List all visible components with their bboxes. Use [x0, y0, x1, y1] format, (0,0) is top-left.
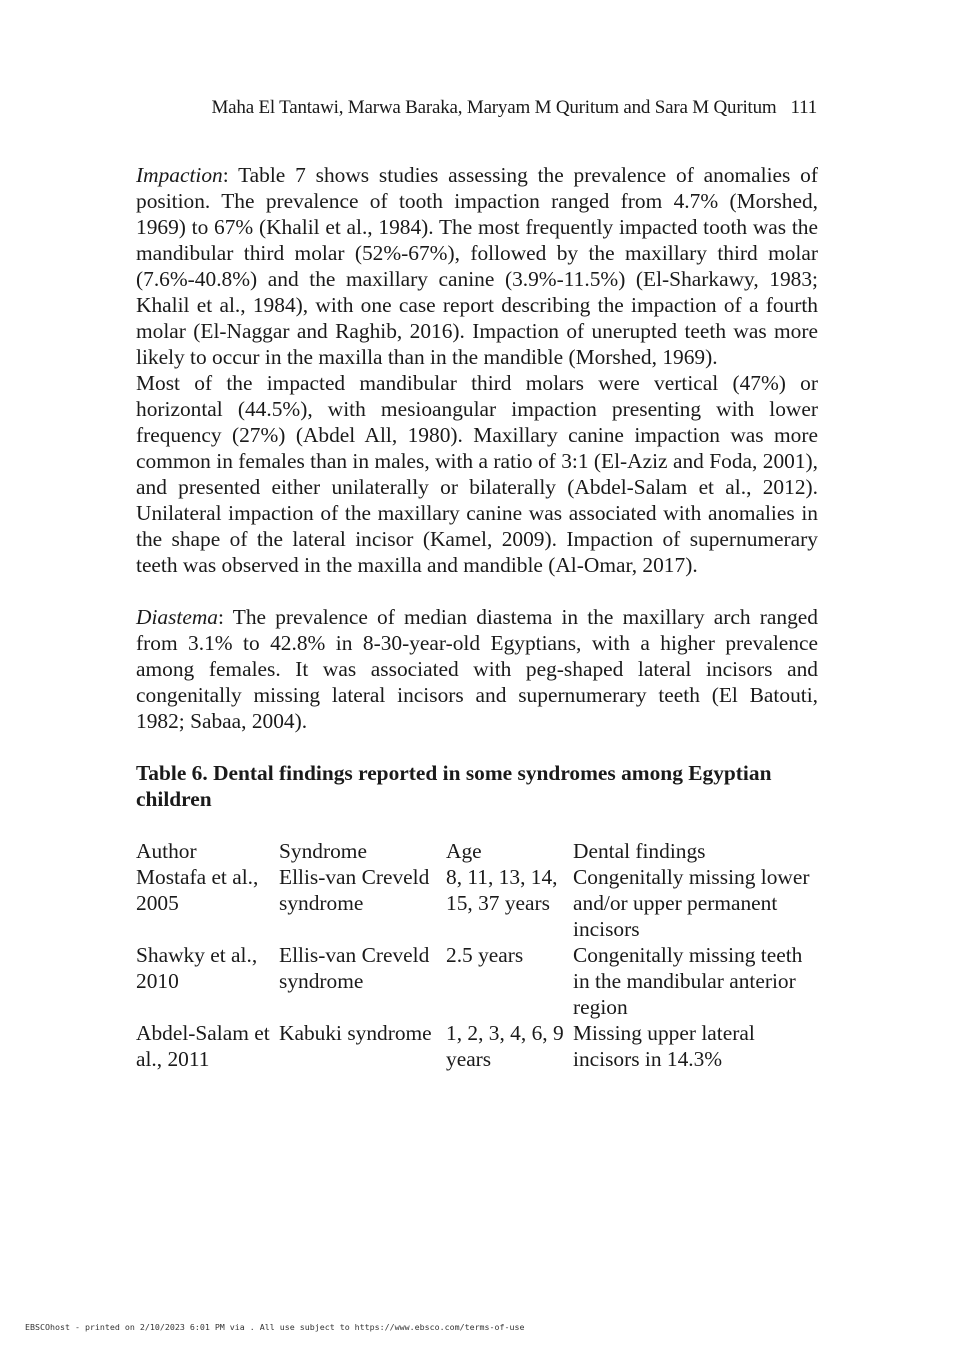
page-number: 111 — [790, 97, 817, 118]
table-6 — [136, 838, 818, 1072]
diastema-label: Diastema — [136, 605, 218, 629]
header-authors: Maha El Tantawi, Marwa Baraka, Maryam M Quritum and Sara M Quritum — [211, 97, 777, 118]
cell-author: Shawky et al., 2010 — [136, 943, 258, 993]
impaction-paragraph-1 — [136, 162, 818, 370]
cell-author: Abdel-Salam et al., 2011 — [136, 1021, 270, 1071]
column-header-dental-findings: Dental findings — [573, 839, 706, 863]
cell-age: 8, 11, 13, 14, 15, 37 years — [446, 865, 558, 915]
cell-syndrome: Ellis-van Creveld syndrome — [279, 865, 430, 915]
cell-dental-findings: Congenitally missing lower and/or upper permanent incisors — [573, 865, 810, 941]
table-row — [136, 864, 818, 942]
cell-syndrome: Kabuki syndrome — [279, 1021, 432, 1045]
cell-dental-findings: Congenitally missing teeth in the mandibular anterior region — [573, 943, 803, 1019]
column-header-syndrome: Syndrome — [279, 839, 367, 863]
cell-dental-findings: Missing upper lateral incisors in 14.3% — [573, 1021, 755, 1071]
table-6-caption: Table 6. Dental findings reported in some syndromes among Egyptian children — [136, 761, 772, 811]
impaction-text-1: : Table 7 shows studies assessing the prevalence of anomalies of position. The prevalence of tooth impaction ranged from 4.7% (Morshed, 1969) to 67% (Khalil et al., 1984). The most frequently impacted tooth was the mandibular third molar (52%-67%), followed by the maxillary third molar (7.6%-40.8%) and the maxillary canine (3.9%-11.5%) (El-Sharkawy, 1983; Khalil et al., 1984), with one case report describing the impaction of a fourth molar (El-Naggar and Raghib, 2016). Impaction of unerupted teeth was more likely to occur in the maxilla than in the mandible (Morshed, 1969). — [136, 163, 818, 369]
column-header-age: Age — [446, 839, 482, 863]
table-row — [136, 942, 818, 1020]
impaction-label: Impaction — [136, 163, 223, 187]
body-text — [136, 162, 818, 1072]
running-header — [0, 97, 817, 119]
cell-syndrome: Ellis-van Creveld syndrome — [279, 943, 430, 993]
cell-age: 2.5 years — [446, 943, 524, 967]
ebsco-footer: EBSCOhost - printed on 2/10/2023 6:01 PM via . All use subject to https://www.ebsco.com/terms-of-use — [25, 1322, 525, 1332]
cell-author: Mostafa et al., 2005 — [136, 865, 259, 915]
impaction-paragraph-2: Most of the impacted mandibular third molars were vertical (47%) or horizontal (44.5%), with mesioangular impaction presenting with lower frequency (27%) (Abdel All, 1980). Maxillary canine impaction was more common in females than in males, with a ratio of 3:1 (El-Aziz and Foda, 2001), and presented either unilaterally or bilaterally (Abdel-Salam et al., 2012). Unilateral impaction of the maxillary canine was associated with anomalies in the shape of the lateral incisor (Kamel, 2009). Impaction of supernumerary teeth was observed in the maxilla and mandible (Al-Omar, 2017). — [136, 371, 818, 577]
cell-age: 1, 2, 3, 4, 6, 9 years — [446, 1021, 564, 1071]
diastema-text: : The prevalence of median diastema in the maxillary arch ranged from 3.1% to 42.8% in 8-30-year-old Egyptians, with a higher prevalence among females. It was associated with peg-shaped lateral incisors and congenitally missing lateral incisors and supernumerary teeth (El Batouti, 1982; Sabaa, 2004). — [136, 605, 818, 733]
table-header-row — [136, 838, 818, 864]
diastema-paragraph — [136, 604, 818, 734]
table-row — [136, 1020, 818, 1072]
column-header-author: Author — [136, 839, 197, 863]
